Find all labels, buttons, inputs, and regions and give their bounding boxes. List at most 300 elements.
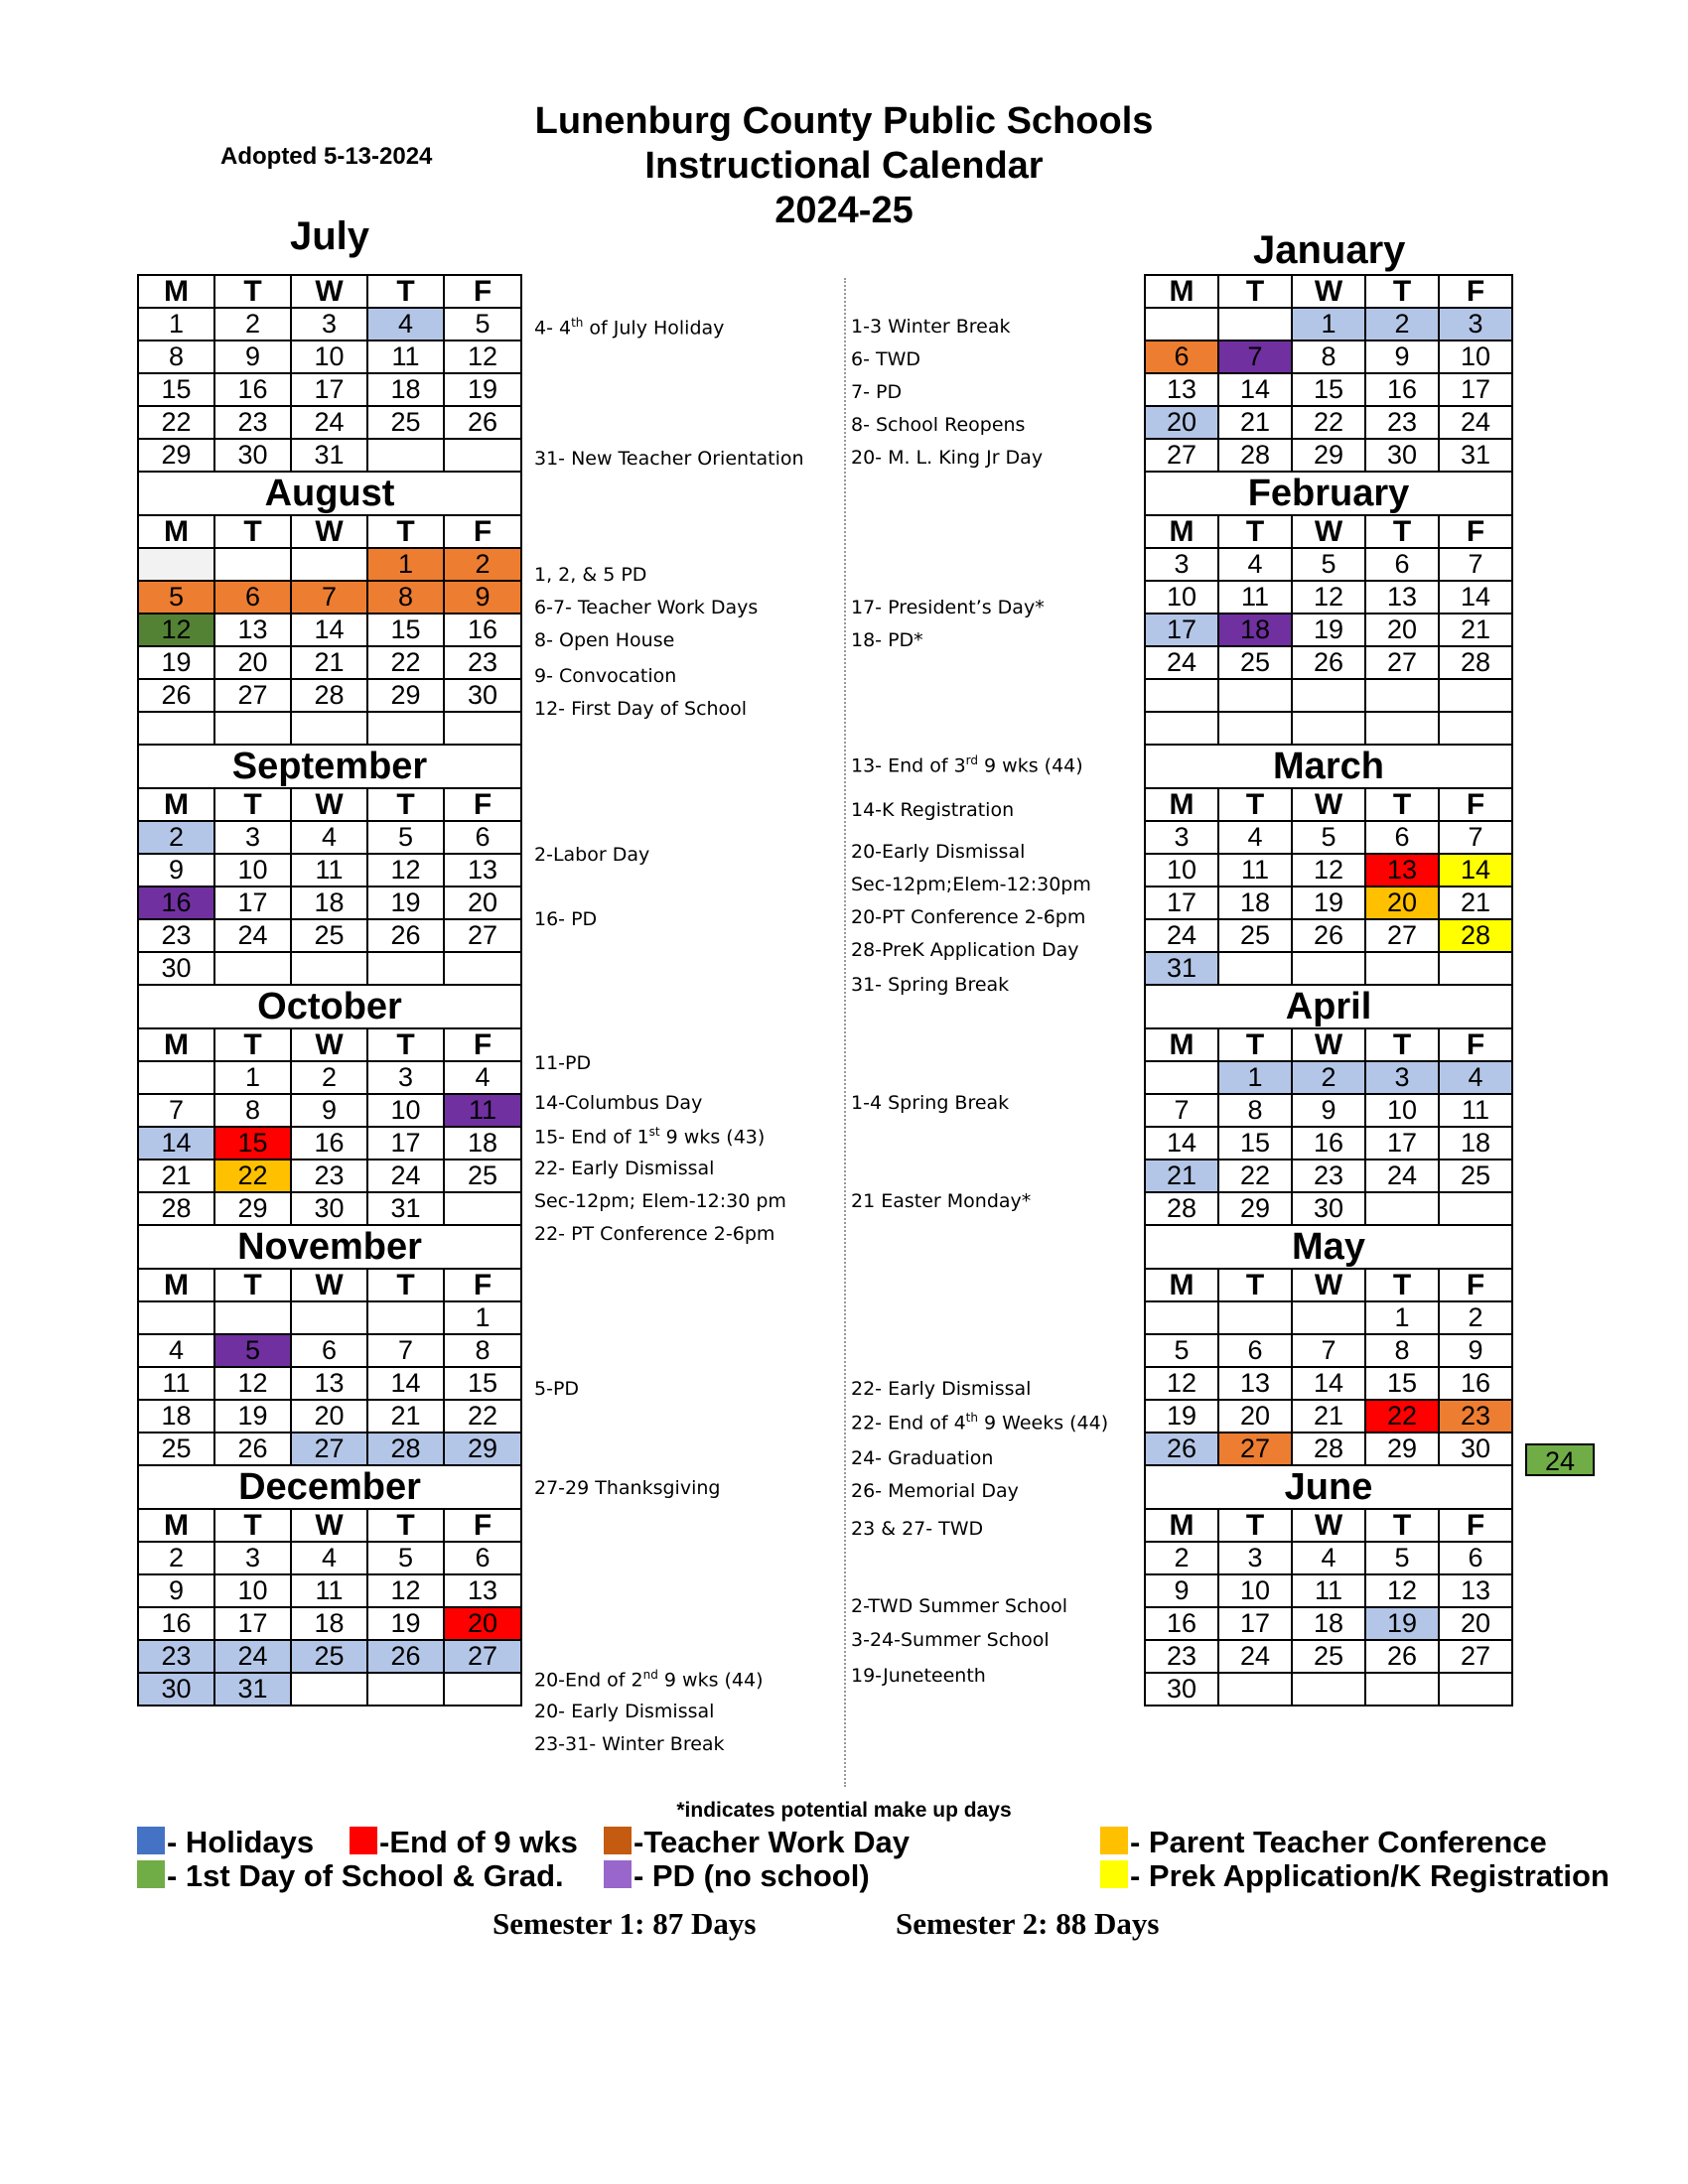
day-cell: 19: [138, 646, 214, 679]
day-cell: 23: [291, 1160, 367, 1192]
day-cell: 27: [444, 919, 521, 952]
calendar-note-left: 6-7- Teacher Work Days: [534, 597, 759, 618]
day-cell: 13: [1365, 854, 1439, 887]
day-cell: 7: [367, 1334, 444, 1367]
weekday-header: W: [291, 515, 367, 548]
day-cell: 13: [1145, 373, 1218, 406]
calendar-note-left: 22- PT Conference 2-6pm: [534, 1223, 775, 1245]
day-cell: 31: [1439, 439, 1512, 472]
day-cell: [1439, 952, 1512, 985]
day-cell: 20: [214, 646, 291, 679]
day-cell: 16: [1439, 1367, 1512, 1400]
day-cell: [1292, 1673, 1365, 1706]
day-cell: 28: [291, 679, 367, 712]
day-cell: 15: [1365, 1367, 1439, 1400]
semester-2-days: Semester 2: 88 Days: [896, 1906, 1160, 1941]
day-cell: 21: [1439, 614, 1512, 646]
legend-swatch: [137, 1827, 165, 1854]
day-cell: 15: [214, 1127, 291, 1160]
day-cell: 28: [1439, 919, 1512, 952]
month-heading-november: November: [138, 1225, 521, 1269]
day-cell: 26: [367, 1640, 444, 1673]
weekday-header: T: [1218, 515, 1292, 548]
day-cell: 10: [1365, 1094, 1439, 1127]
weekday-header: W: [291, 1509, 367, 1542]
day-cell: 28: [367, 1433, 444, 1465]
calendar-note-left: 23-31- Winter Break: [534, 1733, 725, 1755]
day-cell: [1145, 1061, 1218, 1094]
day-cell: 14: [1218, 373, 1292, 406]
day-cell: 30: [444, 679, 521, 712]
day-cell: 23: [214, 406, 291, 439]
day-cell: 5: [1365, 1542, 1439, 1574]
legend-swatch: [350, 1827, 377, 1854]
day-cell: 23: [138, 919, 214, 952]
day-cell: 20: [1218, 1400, 1292, 1433]
day-cell: [138, 712, 214, 745]
day-cell: 9: [1145, 1574, 1218, 1607]
day-cell: 5: [138, 581, 214, 614]
day-cell: 4: [291, 821, 367, 854]
day-cell: [1145, 1301, 1218, 1334]
legend-swatch: [1100, 1860, 1128, 1888]
weekday-header: T: [1218, 275, 1292, 308]
day-cell: [214, 712, 291, 745]
day-cell: 31: [1145, 952, 1218, 985]
day-cell: 11: [138, 1367, 214, 1400]
day-cell: [367, 1301, 444, 1334]
calendar-note-right: 20-PT Conference 2-6pm: [851, 906, 1086, 928]
day-cell: 7: [1439, 548, 1512, 581]
calendar-note-left: 8- Open House: [534, 629, 675, 651]
day-cell: 30: [1439, 1433, 1512, 1465]
day-cell: 8: [138, 341, 214, 373]
day-cell: 3: [1365, 1061, 1439, 1094]
weekday-header: T: [367, 515, 444, 548]
day-cell: 16: [444, 614, 521, 646]
day-cell: 21: [1218, 406, 1292, 439]
day-cell: [291, 1673, 367, 1706]
day-cell: 16: [1145, 1607, 1218, 1640]
day-cell: [1218, 1673, 1292, 1706]
day-cell: 17: [214, 887, 291, 919]
day-cell: 26: [1145, 1433, 1218, 1465]
day-cell: 18: [1218, 887, 1292, 919]
weekday-header: T: [214, 1028, 291, 1061]
day-cell: [367, 952, 444, 985]
day-cell: 7: [291, 581, 367, 614]
weekday-header: F: [444, 515, 521, 548]
day-cell: 10: [1218, 1574, 1292, 1607]
day-cell: 5: [1292, 821, 1365, 854]
day-cell: 1: [214, 1061, 291, 1094]
day-cell: 14: [367, 1367, 444, 1400]
day-cell: 16: [138, 1607, 214, 1640]
calendar-note-right: 1-4 Spring Break: [851, 1092, 1010, 1114]
weekday-header: T: [1218, 1509, 1292, 1542]
weekday-header: M: [138, 515, 214, 548]
day-cell: [1218, 952, 1292, 985]
day-cell: 24: [1145, 646, 1218, 679]
day-cell: 1: [367, 548, 444, 581]
day-cell: 28: [1292, 1433, 1365, 1465]
weekday-header: T: [1365, 515, 1439, 548]
day-cell: 13: [1218, 1367, 1292, 1400]
day-cell: 28: [1145, 1192, 1218, 1225]
day-cell: 13: [214, 614, 291, 646]
day-cell: 2: [444, 548, 521, 581]
day-cell: 29: [367, 679, 444, 712]
calendar-note-right: 22- End of 4th 9 Weeks (44): [851, 1411, 1109, 1434]
day-cell: 25: [444, 1160, 521, 1192]
calendar-note-right: 28-PreK Application Day: [851, 939, 1079, 961]
day-cell: 24: [291, 406, 367, 439]
day-cell: 4: [1292, 1542, 1365, 1574]
day-cell: 11: [444, 1094, 521, 1127]
calendar-note-right: 26- Memorial Day: [851, 1480, 1019, 1502]
day-cell: [1365, 1673, 1439, 1706]
day-cell: [291, 952, 367, 985]
day-cell: 2: [1365, 308, 1439, 341]
day-cell: 15: [138, 373, 214, 406]
weekday-header: M: [1145, 788, 1218, 821]
day-cell: 6: [1365, 548, 1439, 581]
day-cell: [138, 1061, 214, 1094]
day-cell: 16: [138, 887, 214, 919]
semester-1-days: Semester 1: 87 Days: [492, 1906, 757, 1941]
calendar-note-right: 13- End of 3rd 9 wks (44): [851, 753, 1083, 777]
day-cell: 8: [1292, 341, 1365, 373]
legend-label: - PD (no school): [633, 1858, 870, 1893]
weekday-header: T: [1365, 1509, 1439, 1542]
day-cell: 17: [1145, 887, 1218, 919]
adopted-date: Adopted 5-13-2024: [220, 143, 433, 170]
day-cell: 27: [214, 679, 291, 712]
calendar-note-left: 27-29 Thanksgiving: [534, 1477, 721, 1499]
day-cell: 15: [367, 614, 444, 646]
calendar-note-left: 11-PD: [534, 1052, 592, 1074]
day-cell: [1218, 1301, 1292, 1334]
calendar-note-right: 18- PD*: [851, 629, 923, 651]
weekday-header: M: [138, 788, 214, 821]
day-cell: 25: [1439, 1160, 1512, 1192]
calendar-note-right: 20-Early Dismissal: [851, 841, 1026, 863]
weekday-header: F: [444, 275, 521, 308]
weekday-header: W: [291, 1028, 367, 1061]
weekday-header: T: [214, 788, 291, 821]
day-cell: 14: [1145, 1127, 1218, 1160]
may-saturday-cell: 24: [1525, 1443, 1595, 1476]
month-heading-march: March: [1145, 745, 1512, 788]
day-cell: 1: [1365, 1301, 1439, 1334]
day-cell: 10: [291, 341, 367, 373]
day-cell: 2: [1292, 1061, 1365, 1094]
day-cell: 9: [138, 1574, 214, 1607]
calendar-note-right: 23 & 27- TWD: [851, 1518, 984, 1540]
month-heading-october: October: [138, 985, 521, 1028]
day-cell: 26: [214, 1433, 291, 1465]
day-cell: [1218, 308, 1292, 341]
weekday-header: W: [1292, 1269, 1365, 1301]
day-cell: 22: [367, 646, 444, 679]
day-cell: [1292, 1301, 1365, 1334]
day-cell: 4: [138, 1334, 214, 1367]
day-cell: [214, 952, 291, 985]
day-cell: 11: [367, 341, 444, 373]
day-cell: 12: [1292, 581, 1365, 614]
day-cell: [1292, 712, 1365, 745]
day-cell: 16: [291, 1127, 367, 1160]
day-cell: 15: [444, 1367, 521, 1400]
day-cell: 14: [1439, 581, 1512, 614]
day-cell: 21: [1439, 887, 1512, 919]
day-cell: [214, 1301, 291, 1334]
weekday-header: T: [1365, 788, 1439, 821]
month-heading-december: December: [138, 1465, 521, 1509]
day-cell: 25: [1218, 919, 1292, 952]
legend-label: -Teacher Work Day: [633, 1825, 910, 1859]
day-cell: 27: [291, 1433, 367, 1465]
day-cell: 13: [444, 1574, 521, 1607]
day-cell: 29: [1218, 1192, 1292, 1225]
weekday-header: M: [138, 1269, 214, 1301]
day-cell: 2: [214, 308, 291, 341]
day-cell: 1: [1292, 308, 1365, 341]
weekday-header: M: [1145, 1028, 1218, 1061]
weekday-header: T: [1218, 1269, 1292, 1301]
day-cell: 2: [1145, 1542, 1218, 1574]
day-cell: 16: [1292, 1127, 1365, 1160]
day-cell: 27: [1365, 646, 1439, 679]
calendar-note-left: 9- Convocation: [534, 665, 677, 687]
day-cell: 13: [1439, 1574, 1512, 1607]
weekday-header: M: [138, 275, 214, 308]
day-cell: 19: [1292, 614, 1365, 646]
day-cell: [444, 712, 521, 745]
day-cell: 18: [1218, 614, 1292, 646]
weekday-header: T: [1365, 1269, 1439, 1301]
day-cell: 29: [444, 1433, 521, 1465]
day-cell: 12: [367, 1574, 444, 1607]
day-cell: 9: [138, 854, 214, 887]
day-cell: 29: [1365, 1433, 1439, 1465]
calendar-note-left: 4- 4th of July Holiday: [534, 316, 725, 340]
day-cell: 14: [138, 1127, 214, 1160]
weekday-header: T: [1218, 788, 1292, 821]
day-cell: 2: [138, 821, 214, 854]
day-cell: [1439, 679, 1512, 712]
day-cell: 1: [1218, 1061, 1292, 1094]
calendar-note-left: 22- Early Dismissal: [534, 1158, 715, 1179]
month-heading-august: August: [138, 472, 521, 515]
day-cell: 24: [1439, 406, 1512, 439]
day-cell: 26: [1365, 1640, 1439, 1673]
day-cell: 12: [214, 1367, 291, 1400]
day-cell: 30: [291, 1192, 367, 1225]
weekday-header: W: [1292, 275, 1365, 308]
day-cell: 12: [1145, 1367, 1218, 1400]
day-cell: [444, 1673, 521, 1706]
title-line-3: 2024-25: [774, 190, 914, 231]
day-cell: 31: [367, 1192, 444, 1225]
weekday-header: T: [1218, 1028, 1292, 1061]
weekday-header: T: [1365, 275, 1439, 308]
day-cell: 25: [138, 1433, 214, 1465]
calendar-note-right: 17- President’s Day*: [851, 597, 1045, 618]
day-cell: 14: [1439, 854, 1512, 887]
day-cell: 28: [1439, 646, 1512, 679]
weekday-header: M: [1145, 1269, 1218, 1301]
day-cell: [1365, 712, 1439, 745]
calendar-note-right: 22- Early Dismissal: [851, 1378, 1032, 1400]
calendar-note-left: 14-Columbus Day: [534, 1092, 703, 1114]
day-cell: 11: [1439, 1094, 1512, 1127]
weekday-header: F: [1439, 788, 1512, 821]
calendar-note-right: 7- PD: [851, 381, 903, 403]
weekday-header: F: [1439, 1269, 1512, 1301]
column-divider: [844, 278, 846, 1787]
day-cell: 27: [1145, 439, 1218, 472]
day-cell: 10: [214, 854, 291, 887]
day-cell: 26: [138, 679, 214, 712]
day-cell: 5: [367, 821, 444, 854]
day-cell: 22: [214, 1160, 291, 1192]
day-cell: 3: [367, 1061, 444, 1094]
day-cell: 7: [1145, 1094, 1218, 1127]
day-cell: 11: [291, 854, 367, 887]
day-cell: 4: [367, 308, 444, 341]
day-cell: [138, 548, 214, 581]
make-up-days-note: *indicates potential make up days: [676, 1799, 1012, 1822]
day-cell: 27: [1439, 1640, 1512, 1673]
day-cell: 5: [214, 1334, 291, 1367]
day-cell: 6: [291, 1334, 367, 1367]
day-cell: 2: [291, 1061, 367, 1094]
day-cell: 29: [214, 1192, 291, 1225]
title-line-2: Instructional Calendar: [644, 145, 1044, 187]
january-heading: January: [1253, 228, 1406, 272]
weekday-header: W: [291, 788, 367, 821]
weekday-header: W: [1292, 515, 1365, 548]
calendar-note-right: 24- Graduation: [851, 1447, 994, 1469]
day-cell: 5: [367, 1542, 444, 1574]
day-cell: [214, 548, 291, 581]
day-cell: [1365, 952, 1439, 985]
weekday-header: F: [444, 788, 521, 821]
day-cell: 11: [291, 1574, 367, 1607]
legend-swatch: [604, 1827, 632, 1854]
day-cell: 25: [291, 919, 367, 952]
day-cell: 23: [138, 1640, 214, 1673]
day-cell: [444, 1192, 521, 1225]
day-cell: [1218, 679, 1292, 712]
day-cell: 5: [444, 308, 521, 341]
legend-label: - 1st Day of School & Grad.: [167, 1858, 564, 1893]
day-cell: [291, 548, 367, 581]
day-cell: [138, 1301, 214, 1334]
day-cell: [367, 712, 444, 745]
day-cell: 6: [1145, 341, 1218, 373]
weekday-header: F: [1439, 1509, 1512, 1542]
day-cell: 5: [1145, 1334, 1218, 1367]
day-cell: 4: [1439, 1061, 1512, 1094]
day-cell: 17: [1439, 373, 1512, 406]
day-cell: 20: [444, 887, 521, 919]
weekday-header: T: [214, 1509, 291, 1542]
day-cell: 19: [1145, 1400, 1218, 1433]
day-cell: 30: [138, 1673, 214, 1706]
day-cell: 17: [1145, 614, 1218, 646]
day-cell: 26: [1292, 646, 1365, 679]
day-cell: 2: [138, 1542, 214, 1574]
day-cell: 9: [1365, 341, 1439, 373]
day-cell: 24: [214, 919, 291, 952]
weekday-header: F: [444, 1509, 521, 1542]
day-cell: [444, 952, 521, 985]
legend-label: - Parent Teacher Conference: [1130, 1825, 1547, 1859]
month-heading-september: September: [138, 745, 521, 788]
legend-swatch: [1100, 1827, 1128, 1854]
day-cell: [1292, 679, 1365, 712]
calendar-note-right: 3-24-Summer School: [851, 1629, 1050, 1651]
day-cell: 12: [1365, 1574, 1439, 1607]
day-cell: 19: [214, 1400, 291, 1433]
day-cell: 19: [367, 887, 444, 919]
day-cell: 10: [1439, 341, 1512, 373]
day-cell: 9: [1292, 1094, 1365, 1127]
day-cell: 10: [214, 1574, 291, 1607]
day-cell: 30: [214, 439, 291, 472]
calendar-note-right: 21 Easter Monday*: [851, 1190, 1032, 1212]
day-cell: 15: [1292, 373, 1365, 406]
day-cell: 21: [291, 646, 367, 679]
day-cell: 21: [1292, 1400, 1365, 1433]
july-heading: July: [290, 214, 370, 258]
day-cell: 17: [367, 1127, 444, 1160]
day-cell: 18: [291, 1607, 367, 1640]
day-cell: 14: [1292, 1367, 1365, 1400]
weekday-header: W: [291, 1269, 367, 1301]
day-cell: [1292, 952, 1365, 985]
weekday-header: T: [367, 1509, 444, 1542]
day-cell: 6: [444, 821, 521, 854]
day-cell: 21: [138, 1160, 214, 1192]
legend-label: - Prek Application/K Registration: [1130, 1858, 1610, 1893]
day-cell: 4: [1218, 548, 1292, 581]
day-cell: 6: [1365, 821, 1439, 854]
day-cell: 11: [1292, 1574, 1365, 1607]
weekday-header: T: [1365, 1028, 1439, 1061]
day-cell: [1439, 712, 1512, 745]
day-cell: 15: [1218, 1127, 1292, 1160]
calendar-note-left: 20-End of 2nd 9 wks (44): [534, 1668, 764, 1692]
day-cell: 26: [367, 919, 444, 952]
calendar-note-right: 2-TWD Summer School: [851, 1595, 1067, 1617]
weekday-header: T: [367, 788, 444, 821]
calendar-note-left: 16- PD: [534, 908, 598, 930]
day-cell: 11: [1218, 581, 1292, 614]
day-cell: 16: [1365, 373, 1439, 406]
calendar-note-left: 31- New Teacher Orientation: [534, 448, 804, 470]
weekday-header: T: [214, 275, 291, 308]
day-cell: 3: [214, 1542, 291, 1574]
day-cell: 19: [1292, 887, 1365, 919]
weekday-header: M: [138, 1509, 214, 1542]
calendar-note-left: 12- First Day of School: [534, 698, 748, 720]
title-line-1: Lunenburg County Public Schools: [534, 100, 1154, 142]
day-cell: 30: [138, 952, 214, 985]
day-cell: 13: [1365, 581, 1439, 614]
